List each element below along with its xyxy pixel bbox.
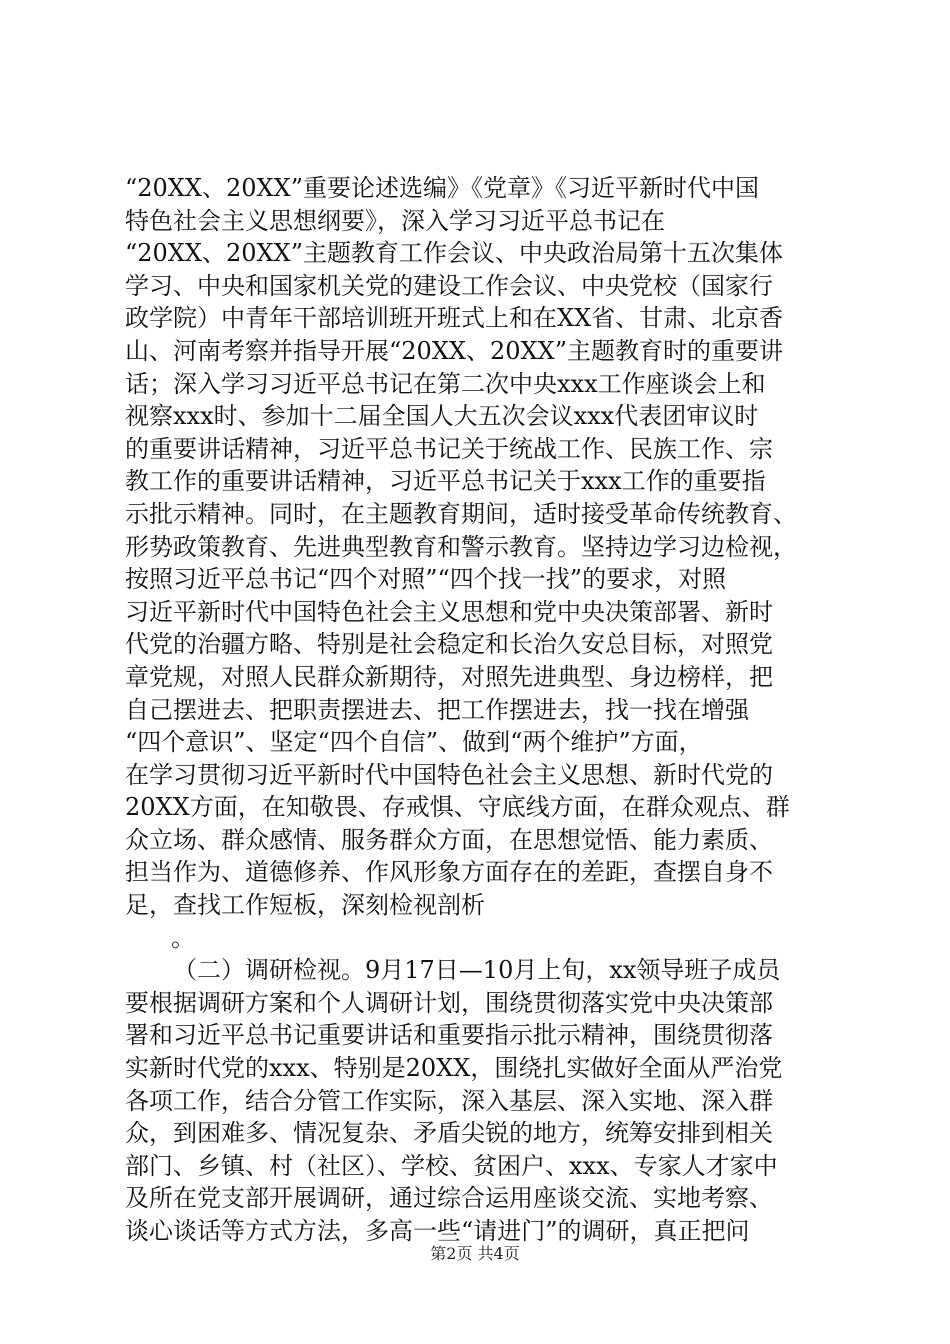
text-line: 众立场、群众感情、服务群众方面，在思想觉悟、能力素质、: [125, 825, 773, 854]
text-line: 形势政策教育、先进典型教育和警示教育。坚持边学习边检视，: [125, 532, 797, 561]
text-line: “20XX、20XX”重要论述选编》《党章》《习近平新时代中国: [125, 174, 759, 202]
text-line: 政学院）中青年干部培训班开班式上和在XX省、甘肃、北京香: [125, 304, 784, 333]
text-line: 。: [171, 923, 195, 952]
page-number-footer: 第2页 共4页: [430, 1244, 520, 1263]
text-line: 担当作为、道德修养、作风形象方面存在的差距，查摆自身不: [125, 858, 773, 887]
text-line: 山、河南考察并指导开展“20XX、20XX”主题教育时的重要讲: [125, 336, 783, 365]
text-line: 足，查找工作短板，深刻检视剖析: [125, 891, 485, 920]
text-line: “20XX、20XX”主题教育工作会议、中央政治局第十五次集体: [125, 239, 783, 268]
text-line: 特色社会主义思想纲要》，深入学习习近平总书记在: [125, 206, 665, 235]
text-line: 及所在党支部开展调研，通过综合运用座谈交流、实地考察、: [125, 1184, 773, 1213]
text-line: 教工作的重要讲话精神，习近平总书记关于xxx工作的重要指: [125, 467, 766, 496]
text-line: 按照习近平总书记“四个对照”“四个找一找”的要求，对照: [125, 565, 727, 594]
text-line: “四个意识”、坚定“四个自信”、做到“两个维护”方面，: [125, 728, 703, 757]
text-line: 的重要讲话精神，习近平总书记关于统战工作、民族工作、宗: [125, 434, 773, 463]
text-line: 署和习近平总书记重要讲话和重要指示批示精神，围绕贯彻落: [125, 1021, 773, 1050]
text-line: 谈心谈话等方式方法，多高一些“请进门”的调研，真正把问: [125, 1217, 750, 1245]
text-line: 代党的治疆方略、特别是社会稳定和长治久安总目标，对照党: [125, 630, 773, 659]
text-line: 习近平新时代中国特色社会主义思想和党中央决策部署、新时: [125, 597, 773, 626]
paragraph-heading-line: （二）调研检视。9月17日—10月上旬，xx领导班子成员: [173, 956, 781, 985]
text-line: 在学习贯彻习近平新时代中国特色社会主义思想、新时代党的: [125, 760, 773, 789]
text-line: 各项工作，结合分管工作实际，深入基层、深入实地、深入群: [125, 1086, 773, 1115]
text-line: 学习、中央和国家机关党的建设工作会议、中央党校（国家行: [125, 271, 773, 300]
text-line: 章党规，对照人民群众新期待，对照先进典型、身边榜样，把: [125, 662, 773, 691]
text-line: 话；深入学习习近平总书记在第二次中央xxx工作座谈会上和: [125, 369, 766, 398]
body-text: [125, 172, 835, 1248]
text-line: 示批示精神。同时，在主题教育期间，适时接受革命传统教育、: [125, 499, 797, 528]
text-line: 20XX方面，在知敬畏、存戒惧、守底线方面，在群众观点、群: [125, 793, 790, 822]
text-line: 部门、乡镇、村（社区）、学校、贫困户、xxx、专家人才家中: [125, 1151, 778, 1180]
text-line: 众，到困难多、情况复杂、矛盾尖锐的地方，统筹安排到相关: [125, 1119, 773, 1148]
text-line: 要根据调研方案和个人调研计划，围绕贯彻落实党中央决策部: [125, 988, 773, 1017]
text-line: 自己摆进去、把职责摆进去、把工作摆进去，找一找在增强: [125, 695, 749, 724]
text-line: 视察xxx时、参加十二届全国人大五次会议xxx代表团审议时: [125, 402, 759, 431]
text-line: 实新时代党的xxx、特别是20XX，围绕扎实做好全面从严治党: [125, 1054, 783, 1083]
